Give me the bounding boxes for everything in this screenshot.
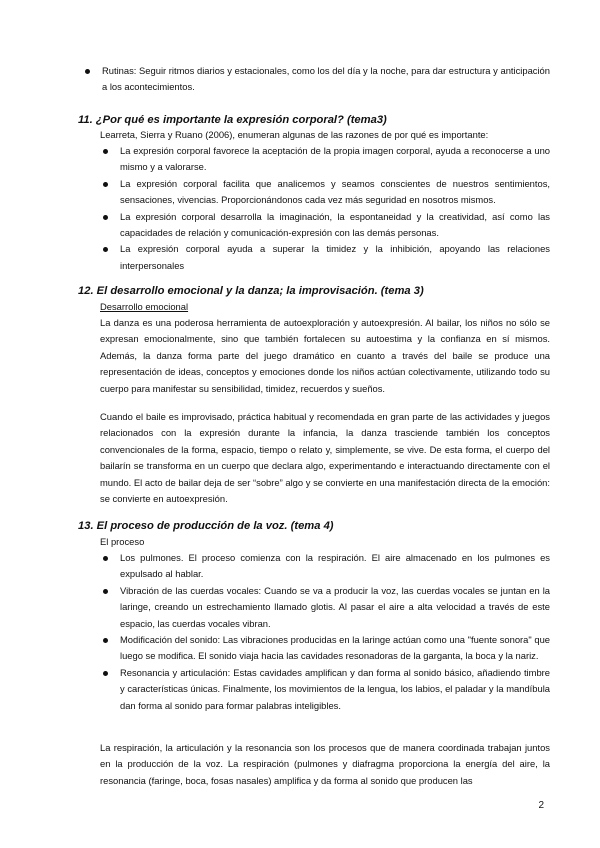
list-item [98,241,550,274]
list-item-text: La expresión corporal facilita que analicemos y seamos conscientes de nuestros sentimientos, sensaciones, vivencias. Proporcionándonos cada vez más seguridad en nosotros mismos. [120,177,550,206]
list-item-text: Rutinas: Seguir ritmos diarios y estacionales, como los del día y la noche, para dar estructura y anticipación a los acontecimientos. [102,65,550,93]
list-item [98,583,550,632]
list-item [98,632,550,665]
section-13-list [98,550,550,714]
section-12-title: 12. El desarrollo emocional y la danza; la improvisación. (tema 3) [78,285,424,297]
section-13-closing-paragraph: La respiración, la articulación y la resonancia son los procesos que de manera coordinada trabajan juntos en la producción de la voz. La respiración (pulmones y diafragma proporciona la energía del aire, la resonancia (faringe, boca, fosas nasales) amplifica y da forma al sonido que producen las [100,742,550,786]
list-item [98,209,550,242]
bullet-icon [103,149,108,154]
section-11-title: 11. ¿Por qué es importante la expresión corporal? (tema3) [78,114,387,126]
bullet-icon [85,69,90,74]
list-item-text: Resonancia y articulación: Estas cavidades amplifican y dan forma al sonido básico, añadiendo timbre y características únicas. Finalmente, los movimientos de la lengua, los labios, el paladar y la mandíbula dan forma al sonido para formar palabras inteligibles. [120,666,550,711]
list-item [80,63,550,96]
section-12-paragraph-1: La danza es una poderosa herramienta de autoexploración y autoexpresión. Al bailar, los niños no sólo se expresan emocionalmente, sino que también fortalecen su autoestima y la confianza en sí mismos. Además, la danza forma parte del juego dramático en cuanto a través del baile se produce una representación de ideas, conceptos y emociones donde los niños actúan colectivamente, utilizando todo su cuerpo para manifestar su sensibilidad, timidez, recuerdos y sueños. [100,317,550,394]
bullet-icon [103,556,108,561]
section-11-list [98,143,550,274]
bullet-icon [103,215,108,220]
section-13-title: 13. El proceso de producción de la voz. (tema 4) [78,520,334,532]
list-item [98,143,550,176]
bullet-icon [103,589,108,594]
page-number: 2 [538,800,544,811]
section-13-subheading: El proceso [100,536,145,547]
routines-list [80,63,550,96]
bullet-icon [103,247,108,252]
section-12-paragraph-2: Cuando el baile es improvisado, práctica habitual y recomendada en gran parte de las actividades y juegos relacionados con la expresión durante la infancia, la danza trasciende también los conceptos convencionales de la forma, espacio, tiempo o relato y, simplemente, se vive. De esta forma, el cuerpo del bailarín se transforma en un cuerpo que declara algo, experimentando e interactuando directamente con el mundo. El acto de bailar deja de ser “sobre” algo y se convierte en una manifestación directa de la emoción: se convierte en autoexpresión. [100,411,550,505]
list-item [98,665,550,714]
bullet-icon [103,671,108,676]
list-item [98,550,550,583]
list-item-text: La expresión corporal favorece la aceptación de la propia imagen corporal, ayuda a reconocerse a uno mismo y a valorarse. [120,145,550,173]
bullet-icon [103,182,108,187]
list-item-text: Los pulmones. El proceso comienza con la respiración. El aire almacenado en los pulmones es expulsado al hablar. [120,552,550,580]
list-item-text: La expresión corporal ayuda a superar la timidez y la inhibición, apoyando las relaciones interpersonales [120,243,550,271]
bullet-icon [103,638,108,643]
section-12-subheading: Desarrollo emocional [100,301,189,312]
section-11-intro: Learreta, Sierra y Ruano (2006), enumeran algunas de las razones de por qué es importante: [100,129,489,140]
list-item-text: Vibración de las cuerdas vocales: Cuando se va a producir la voz, las cuerdas vocales se juntan en la laringe, creando un estrechamiento llamado glotis. Al pasar el aire a alta velocidad a través de este espacio, las cuerdas vocales vibran. [120,584,550,629]
list-item [98,176,550,209]
list-item-text: La expresión corporal desarrolla la imaginación, la espontaneidad y la creatividad, así como las capacidades de relación y comunicación-expresión con las demás personas. [120,210,550,239]
list-item-text: Modificación del sonido: Las vibraciones producidas en la laringe actúan como una "fuente sonora" que luego se modifica. El sonido viaja hacia las cavidades resonadoras de la garganta, la boca y la nariz. [120,634,550,662]
